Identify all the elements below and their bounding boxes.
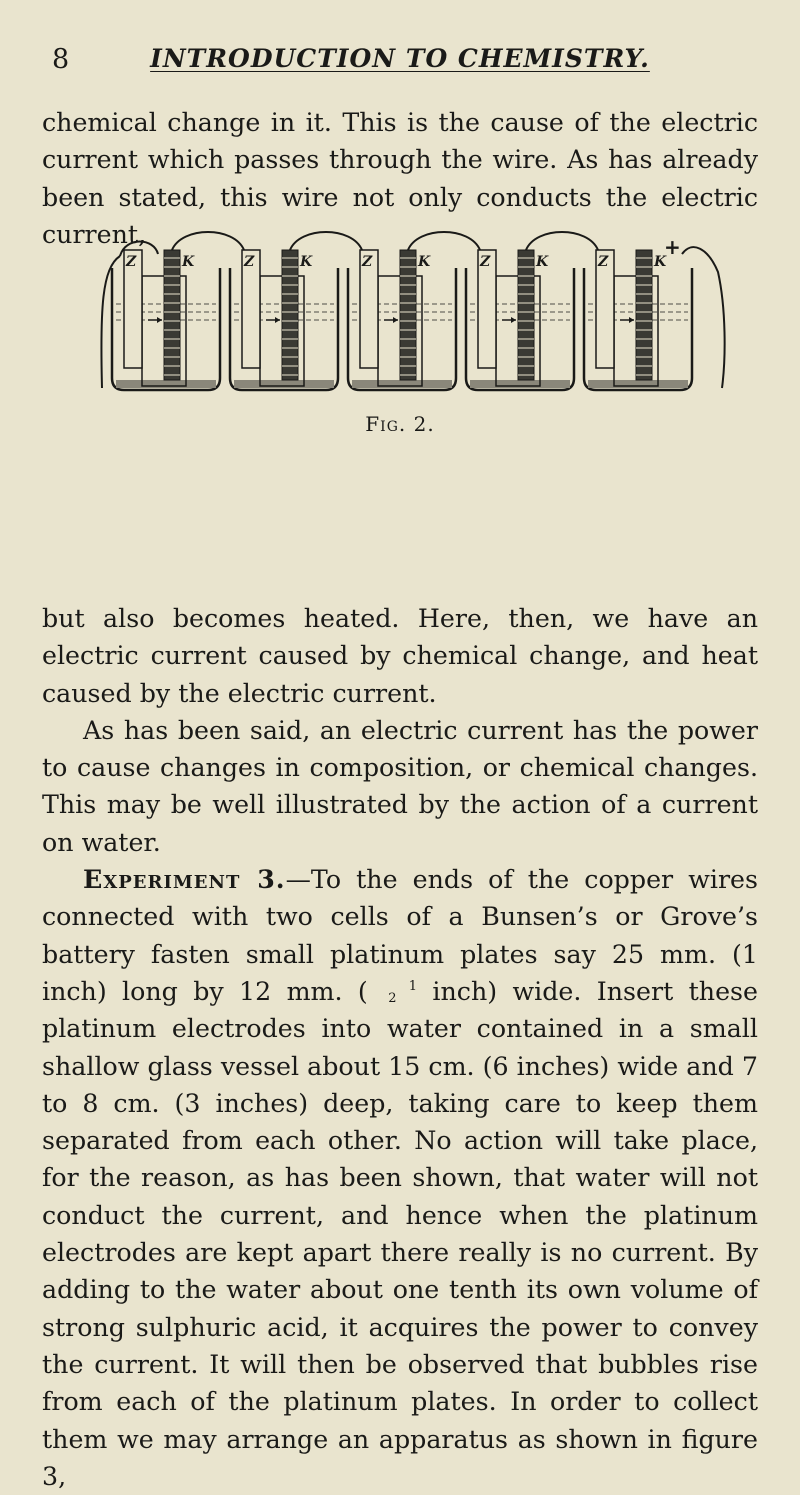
figure-caption: Fig. 2. bbox=[365, 412, 435, 436]
experiment-label: Experiment 3. bbox=[83, 864, 286, 895]
paragraph-3 bbox=[42, 861, 758, 1495]
battery-cell bbox=[584, 250, 692, 390]
left-terminal-wire bbox=[101, 256, 120, 388]
zinc-label: Z bbox=[480, 254, 491, 270]
connecting-wire bbox=[526, 232, 598, 250]
carbon-plate bbox=[282, 250, 298, 380]
carbon-plate bbox=[400, 250, 416, 380]
zinc-label: Z bbox=[362, 254, 373, 270]
figure-battery bbox=[92, 228, 732, 398]
fraction-numerator: 1 bbox=[408, 978, 418, 994]
zinc-label: Z bbox=[598, 254, 609, 270]
cell-bottom bbox=[588, 380, 688, 388]
cell-bottom bbox=[470, 380, 570, 388]
battery-diagram bbox=[92, 228, 732, 398]
fraction-denominator: 2 bbox=[388, 990, 397, 1006]
current-arrow-head bbox=[629, 317, 634, 323]
page-number: 8 bbox=[52, 44, 70, 75]
paragraph-1: but also becomes heated. Here, then, we have an electric current caused by chemical change, and heat caused by the electric current. bbox=[42, 604, 758, 708]
cell-bottom bbox=[116, 380, 216, 388]
plus-sign: + bbox=[664, 235, 681, 259]
carbon-plate bbox=[636, 250, 652, 380]
current-arrow-head bbox=[275, 317, 280, 323]
paragraph-2: As has been said, an electric current has the power to cause changes in composition, or chemical changes. This may be well illustrated by the action of a current on water. bbox=[42, 715, 758, 857]
carbon-label: K bbox=[536, 254, 549, 270]
carbon-label: K bbox=[654, 254, 667, 270]
fraction-half bbox=[368, 978, 418, 1006]
connecting-wire bbox=[172, 232, 244, 250]
battery-cell bbox=[230, 232, 362, 390]
running-title: INTRODUCTION TO CHEMISTRY. bbox=[150, 44, 650, 73]
right-terminal-wire bbox=[682, 247, 725, 388]
battery-cell bbox=[348, 232, 480, 390]
current-arrow-head bbox=[511, 317, 516, 323]
body-text bbox=[42, 600, 758, 1495]
carbon-label: K bbox=[182, 254, 195, 270]
zinc-label: Z bbox=[244, 254, 255, 270]
carbon-label: K bbox=[300, 254, 313, 270]
current-arrow-head bbox=[157, 317, 162, 323]
cell-bottom bbox=[234, 380, 334, 388]
current-arrow-head bbox=[393, 317, 398, 323]
paragraph-top: chemical change in it. This is the cause of the electric current which passes through the wire. As has already been stated, this wire not only conducts the electric current, bbox=[42, 108, 758, 249]
carbon-plate bbox=[518, 250, 534, 380]
paragraph-3-part2: inch) wide. Insert these platinum electrodes into water contained in a small shallow glass vessel about 15 cm. (6 inches) wide and 7 to 8 cm. (3 inches) deep, taking care to keep them separated from each other. No action will take place, for the reason, as has been shown, that water will not conduct the current, and hence when the platinum electrodes are kept apart there really is no current. By adding to the water about one tenth its own volume of strong sulphuric acid, it acquires the power to convey the current. It will then be observed that bubbles rise from each of the platinum plates. In order to collect them we may arrange an apparatus as shown in figure 3, bbox=[42, 976, 758, 1491]
paragraph-3-part1: —To the ends of the copper wires connected with two cells of a Bunsen’s or Grove’s battery fasten small platinum plates say 25 mm. (1 inch) long by 12 mm. ( bbox=[42, 865, 758, 1006]
connecting-wire bbox=[408, 232, 480, 250]
carbon-plate bbox=[164, 250, 180, 380]
connecting-wire bbox=[290, 232, 362, 250]
cell-bottom bbox=[352, 380, 452, 388]
zinc-label: Z bbox=[126, 254, 137, 270]
battery-cell bbox=[112, 232, 244, 390]
carbon-label: K bbox=[418, 254, 431, 270]
battery-cell bbox=[466, 232, 598, 390]
page-header bbox=[42, 44, 758, 84]
